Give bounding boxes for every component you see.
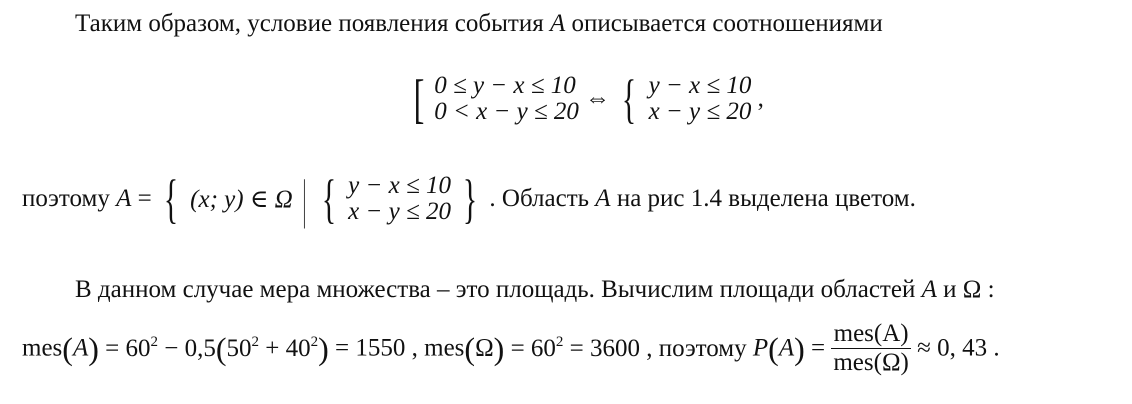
text: = 60 bbox=[105, 335, 151, 362]
condition: x − y ≤ 20 bbox=[648, 98, 752, 125]
exponent: 2 bbox=[555, 334, 564, 350]
set-element: (x; y) ∈ Ω bbox=[190, 186, 293, 213]
text: на рис 1.4 выделена цветом. bbox=[616, 185, 916, 212]
comma: , bbox=[757, 85, 764, 112]
symbol-a: A bbox=[116, 185, 132, 212]
text: = 3600 , поэтому bbox=[569, 335, 747, 362]
paren: ( bbox=[464, 330, 476, 367]
paren: ) bbox=[318, 330, 329, 367]
text: = 60 bbox=[510, 335, 556, 362]
paragraph-2 bbox=[22, 169, 916, 229]
text: и bbox=[943, 276, 957, 303]
text: mes bbox=[22, 334, 63, 362]
set-conditions bbox=[348, 173, 451, 225]
text: ≈ 0, 43 . bbox=[917, 334, 1000, 362]
exponent: 2 bbox=[251, 334, 259, 350]
condition: 0 ≤ y − x ≤ 10 bbox=[434, 72, 576, 99]
exponent: 2 bbox=[150, 334, 158, 350]
text: 50 bbox=[226, 335, 252, 362]
denominator: mes(Ω) bbox=[833, 349, 909, 376]
relations-system bbox=[410, 69, 764, 129]
symbol-p: P bbox=[752, 334, 769, 362]
text: поэтому bbox=[22, 185, 110, 212]
numerator: mes(A) bbox=[831, 320, 911, 349]
paren: ) bbox=[88, 330, 99, 367]
expr-1 bbox=[105, 335, 216, 362]
paragraph-3 bbox=[75, 276, 995, 304]
symbol-omega: Ω : bbox=[962, 276, 995, 303]
set-close-brace: } bbox=[463, 169, 478, 229]
left-conditions bbox=[434, 73, 579, 125]
symbol-a: A bbox=[549, 10, 566, 37]
set-bar: | bbox=[302, 169, 306, 229]
probability-fraction bbox=[831, 320, 911, 377]
text: Таким образом, условие появления события bbox=[75, 10, 544, 37]
paren: ( bbox=[62, 330, 73, 367]
paren: ) bbox=[493, 330, 505, 367]
formula-line bbox=[22, 320, 1000, 377]
condition: 0 < x − y ≤ 20 bbox=[434, 98, 579, 125]
paragraph-1 bbox=[75, 10, 883, 38]
equivalence-symbol: ⇔ bbox=[585, 85, 611, 112]
condition: y − x ≤ 10 bbox=[648, 72, 752, 99]
expr-3 bbox=[511, 335, 747, 362]
symbol-a: A bbox=[778, 334, 795, 362]
paren: ( bbox=[768, 330, 779, 367]
left-brace: { bbox=[622, 69, 637, 129]
symbol-a: A bbox=[595, 185, 611, 212]
text: описывается соотношениями bbox=[571, 10, 883, 37]
text: = 1550 , bbox=[335, 334, 418, 362]
symbol-a: A bbox=[72, 334, 89, 362]
expr-2 bbox=[227, 335, 319, 362]
symbol-a: A bbox=[921, 276, 937, 303]
text: В данном случае мера множества – это площадь. Вычислим площади областей bbox=[75, 276, 916, 303]
paren: ( bbox=[215, 330, 227, 367]
text: + 40 bbox=[265, 335, 311, 362]
text: . Область bbox=[489, 185, 590, 212]
equals: = bbox=[811, 334, 826, 362]
symbol-omega: Ω bbox=[475, 334, 494, 362]
condition: y − x ≤ 10 bbox=[348, 172, 451, 199]
text: − 0,5 bbox=[164, 335, 216, 362]
cond-brace: { bbox=[321, 169, 337, 229]
exponent: 2 bbox=[310, 334, 319, 350]
right-conditions bbox=[649, 73, 752, 125]
text: mes bbox=[424, 334, 465, 362]
paren: ) bbox=[794, 330, 805, 367]
set-open-brace: { bbox=[163, 169, 179, 229]
equals: = bbox=[137, 185, 152, 212]
condition: x − y ≤ 20 bbox=[348, 198, 451, 225]
left-bracket: [ bbox=[413, 69, 425, 129]
